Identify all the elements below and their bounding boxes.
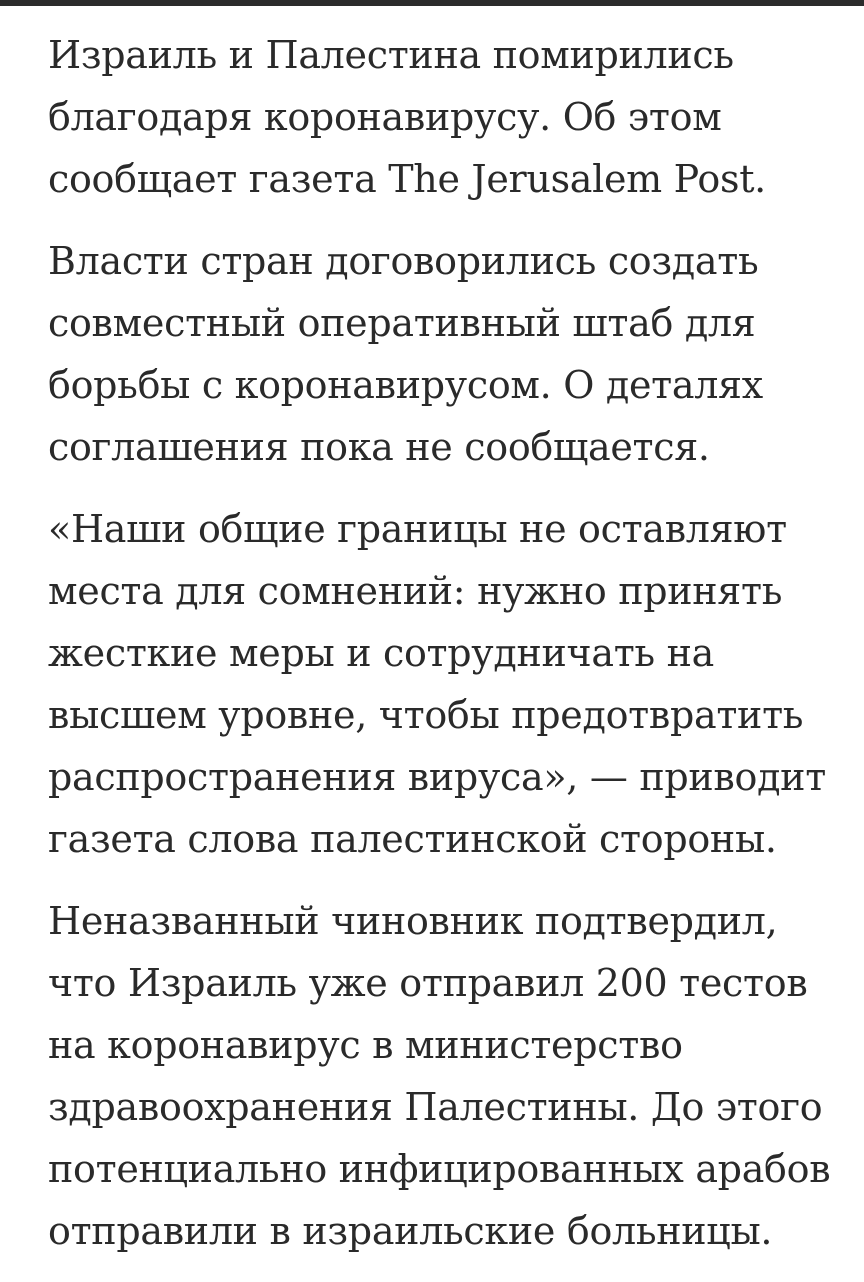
paragraph-4 bbox=[48, 890, 848, 1262]
text-line: жесткие меры и сотрудничать на bbox=[48, 631, 714, 675]
top-bar bbox=[0, 0, 864, 6]
text-line: потенциально инфицированных арабов bbox=[48, 1147, 831, 1191]
text-line: здравоохранения Палестины. До этого bbox=[48, 1085, 823, 1129]
text-line: газета слова палестинской стороны. bbox=[48, 817, 777, 861]
text-line: «Наши общие границы не оставляют bbox=[48, 507, 787, 551]
article-body bbox=[48, 24, 848, 1282]
text-line: совместный оперативный штаб для bbox=[48, 301, 756, 345]
text-line: благодаря коронавирусу. Об этом bbox=[48, 95, 722, 139]
text-line: сообщает газета The Jerusalem Post. bbox=[48, 157, 766, 201]
paragraph-3 bbox=[48, 498, 848, 870]
text-line: распространения вируса», — приводит bbox=[48, 755, 826, 799]
text-line: Власти стран договорились создать bbox=[48, 239, 759, 283]
text-line: что Израиль уже отправил 200 тестов bbox=[48, 961, 808, 1005]
paragraph-1 bbox=[48, 24, 848, 210]
text-line: отправили в израильские больницы. bbox=[48, 1209, 773, 1253]
text-line: на коронавирус в министерство bbox=[48, 1023, 683, 1067]
paragraph-2 bbox=[48, 230, 848, 478]
text-line: Израиль и Палестина помирились bbox=[48, 33, 734, 77]
text-line: борьбы с коронавирусом. О деталях bbox=[48, 363, 763, 407]
text-line: Неназванный чиновник подтвердил, bbox=[48, 899, 778, 943]
text-line: места для сомнений: нужно принять bbox=[48, 569, 783, 613]
text-line: соглашения пока не сообщается. bbox=[48, 425, 710, 469]
text-line: высшем уровне, чтобы предотвратить bbox=[48, 693, 804, 737]
